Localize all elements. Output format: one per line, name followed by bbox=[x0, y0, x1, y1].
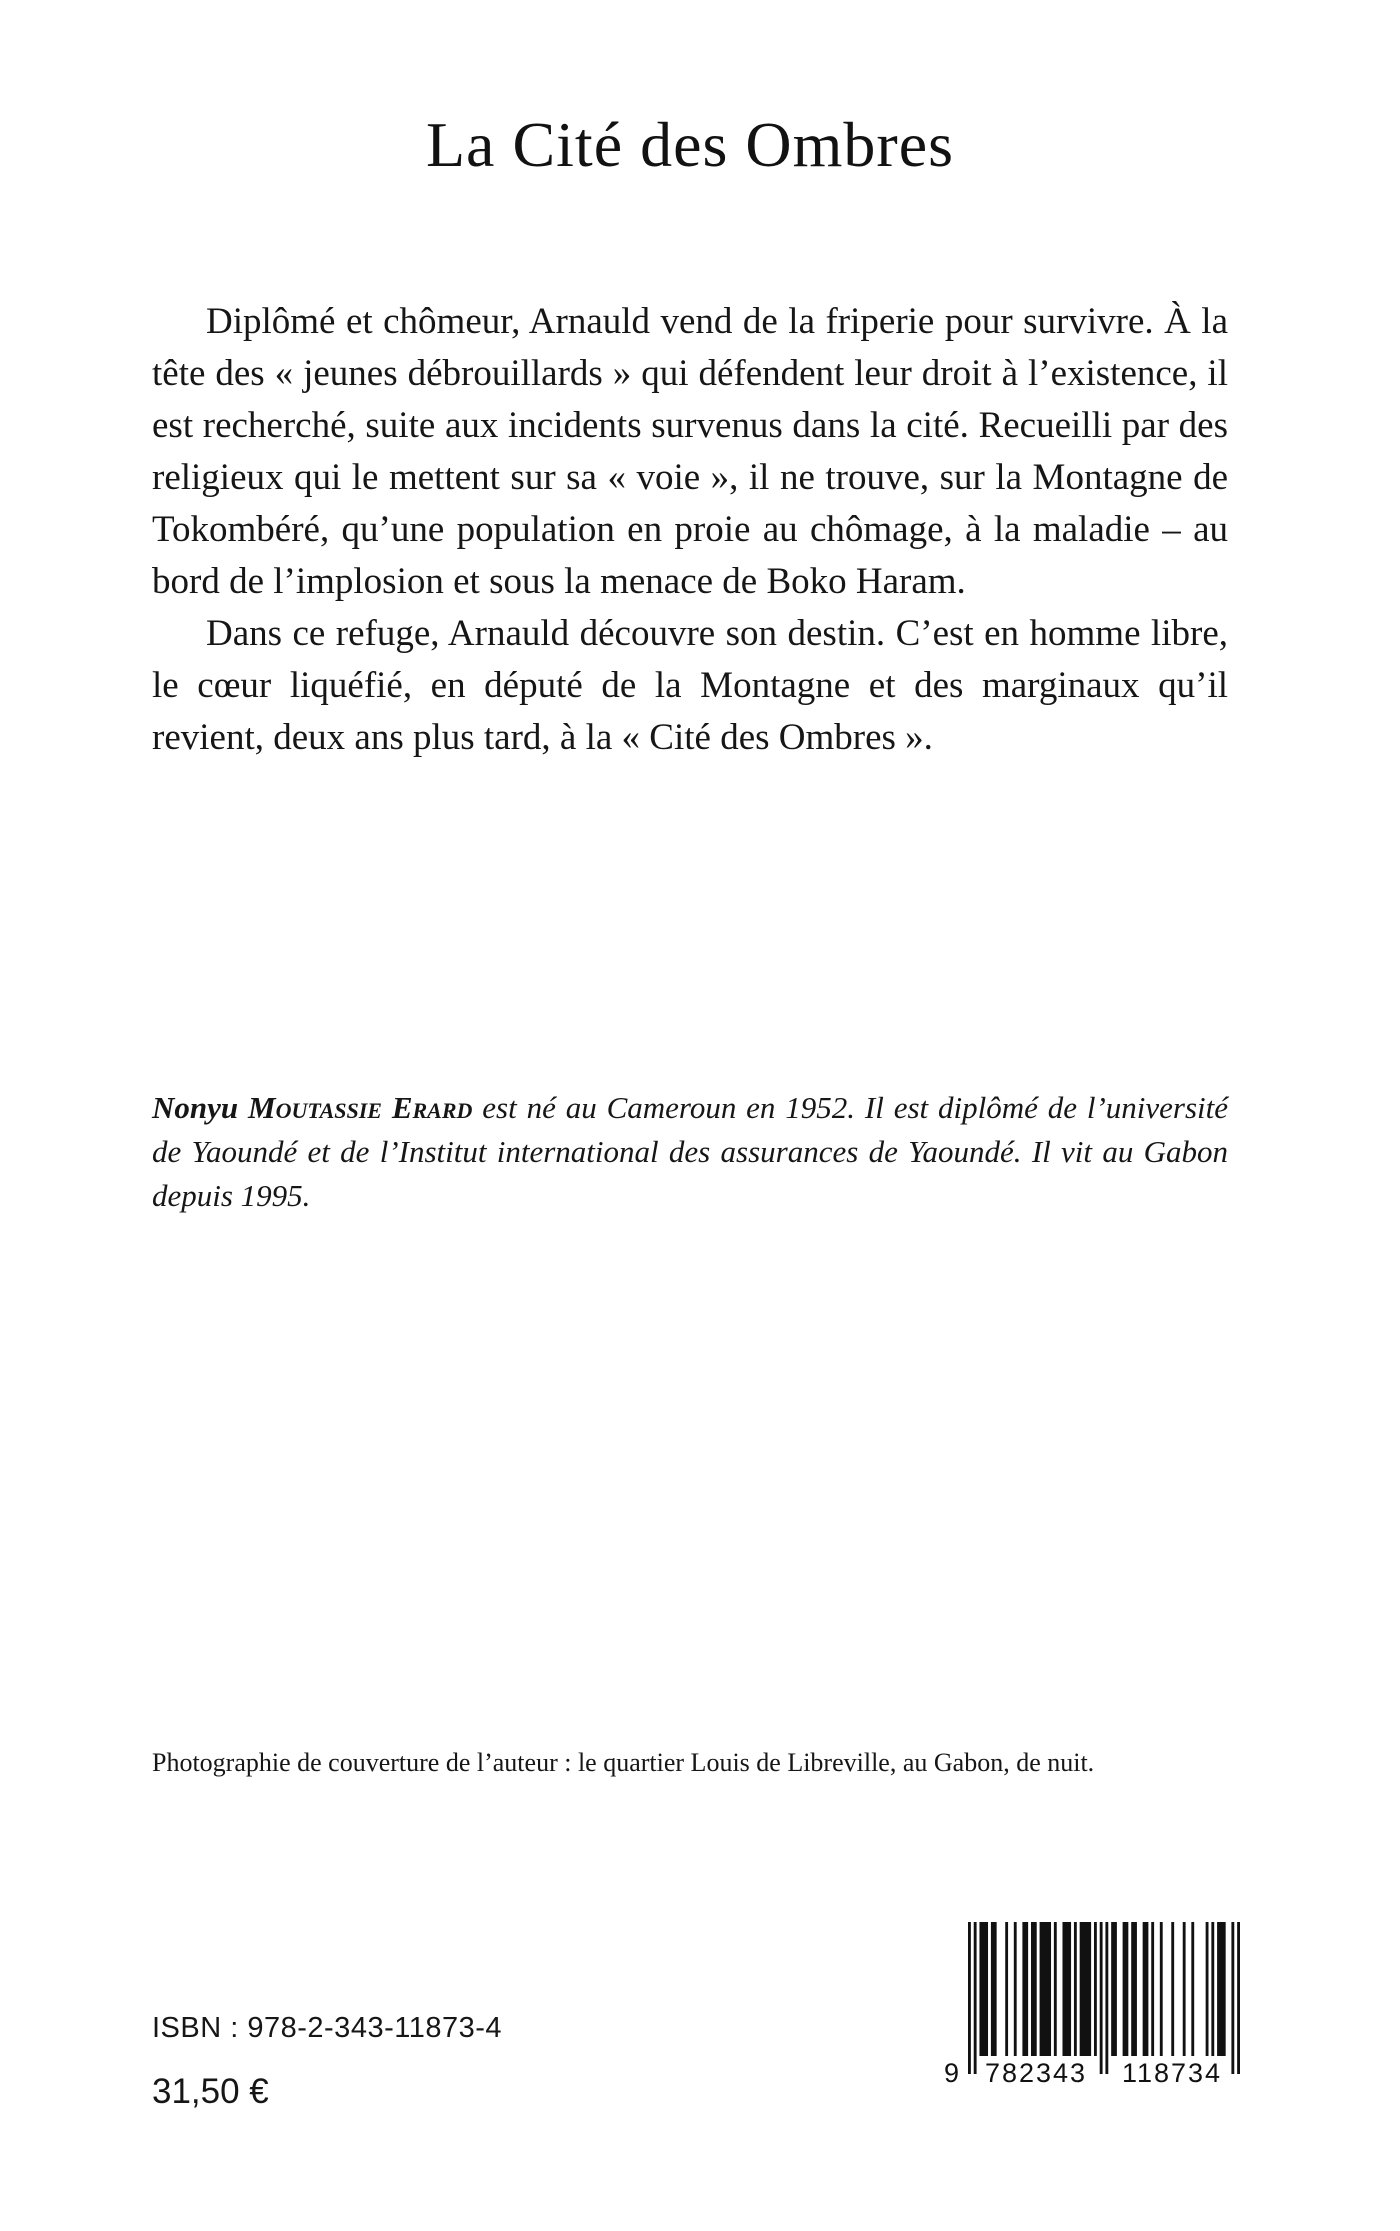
photo-credit: Photographie de couverture de l’auteur : le quartier Louis de Libreville, au Gabon, de nuit. bbox=[152, 1748, 1095, 1777]
author-bio bbox=[152, 1086, 1228, 1218]
barcode-digit-group-2: 782343 bbox=[984, 2058, 1088, 2088]
synopsis bbox=[152, 296, 1228, 764]
barcode-digit-group-1: 9 bbox=[944, 2058, 960, 2088]
barcode bbox=[944, 1922, 1242, 2094]
author-bio-text: est né au Cameroun en 1952. Il est diplômé de l’université de Yaoundé et de l’Institut international des assurances de Yaoundé. Il vit au Gabon depuis 1995. bbox=[152, 1090, 1229, 1213]
price: 31,50 € bbox=[152, 2072, 269, 2111]
synopsis-paragraph-2: Dans ce refuge, Arnauld découvre son destin. C’est en homme libre, le cœur liquéfié, en député de la Montagne et des marginaux qu’il revient, deux ans plus tard, à la « Cité des Ombres ». bbox=[152, 613, 1228, 758]
isbn: ISBN : 978-2-343-11873-4 bbox=[152, 2012, 503, 2044]
barcode-digit-group-3: 118734 bbox=[1121, 2058, 1223, 2088]
book-title: La Cité des Ombres bbox=[425, 109, 955, 180]
author-bio-paragraph bbox=[152, 1086, 1228, 1218]
barcode-bars-image bbox=[968, 1922, 1240, 2074]
author-last-name: Moutassie Erard bbox=[248, 1090, 473, 1125]
synopsis-paragraph-1: Diplômé et chômeur, Arnauld vend de la friperie pour survivre. À la tête des « jeunes débrouillards » qui défendent leur droit à l’existence, il est recherché, suite aux incidents survenus dans la cité. Recueilli par des religieux qui le mettent sur sa « voie », il ne trouve, sur la Montagne de Tokombéré, qu’une population en proie au chômage, à la maladie – au bord de l’implosion et sous la menace de Boko Haram. bbox=[152, 301, 1228, 602]
author-first-name: Nonyu bbox=[152, 1090, 239, 1125]
